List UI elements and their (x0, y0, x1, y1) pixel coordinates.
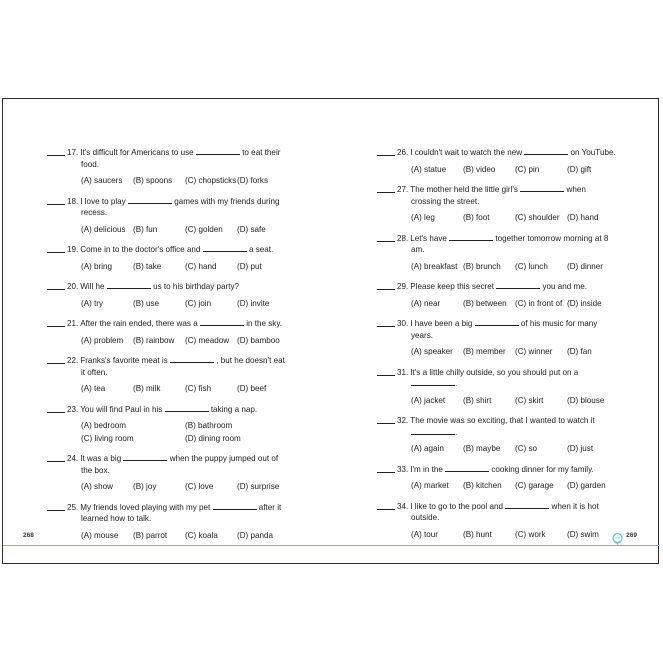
answer-option[interactable]: (C) fish (185, 384, 212, 393)
question-text-part: Come in to the doctor's office and (80, 245, 201, 254)
question-text-part: a seat. (248, 245, 274, 254)
answer-options (47, 420, 297, 444)
left-question-column (47, 147, 297, 541)
answer-option[interactable]: (C) living room (81, 433, 134, 443)
answer-option[interactable]: (D) put (237, 261, 262, 271)
question-text-part: cooking dinner for my family. (491, 464, 594, 474)
page-number-left: 268 (23, 532, 34, 539)
question-text (410, 318, 627, 330)
footer-rule-left (3, 545, 331, 546)
answer-option[interactable]: (B) member (463, 347, 506, 356)
answer-option[interactable]: (B) video (463, 164, 496, 174)
question-text-part: It's difficult for Americans to use (80, 148, 194, 157)
question-text-part: , but he doesn't eat (216, 356, 285, 365)
answer-option[interactable]: (B) shirt (463, 395, 492, 405)
question-item (377, 281, 627, 309)
question-line (377, 367, 627, 379)
answer-option[interactable]: (B) rainbow (133, 335, 175, 345)
answer-option[interactable]: (D) dinner (567, 261, 603, 271)
question-item (47, 355, 297, 395)
answer-blank[interactable] (377, 184, 395, 193)
answer-blank[interactable] (47, 502, 65, 511)
question-text-part: I love to play (80, 196, 126, 206)
answer-options (47, 224, 297, 236)
answer-option[interactable]: (C) work (515, 529, 546, 539)
question-text-part: am. (411, 245, 425, 254)
answer-blank[interactable] (377, 233, 395, 242)
question-text-part: I have been a big (410, 319, 473, 328)
question-line (47, 244, 297, 256)
answer-blank[interactable] (377, 147, 395, 156)
answer-option[interactable]: (C) chopsticks (185, 176, 237, 185)
question-text (80, 453, 297, 465)
answer-options (377, 395, 627, 407)
question-line (47, 502, 297, 514)
question-text (410, 281, 627, 293)
question-line (377, 281, 627, 293)
question-text (80, 502, 297, 514)
answer-options (47, 530, 297, 542)
answer-blank[interactable] (377, 415, 395, 424)
question-text (80, 318, 297, 330)
answer-options (377, 164, 627, 176)
question-text (80, 281, 297, 293)
answer-blank[interactable] (377, 464, 395, 473)
answer-options (377, 346, 627, 358)
question-item (377, 318, 627, 358)
question-number: 22. (67, 356, 79, 365)
question-continuation (377, 378, 627, 390)
answer-option[interactable]: (B) bathroom (185, 421, 233, 430)
answer-option[interactable]: (B) use (133, 298, 160, 308)
answer-option[interactable]: (C) pin (515, 164, 540, 174)
fill-blank (128, 196, 172, 204)
question-continuation (47, 207, 297, 219)
answer-option[interactable]: (A) again (411, 444, 444, 453)
question-item (377, 415, 627, 455)
question-text-part: Franks's favorite meat is (80, 356, 168, 365)
answer-option[interactable]: (C) shoulder (515, 213, 560, 222)
answer-blank[interactable] (377, 281, 395, 290)
question-text (410, 147, 627, 159)
question-number: 34. (397, 501, 409, 511)
question-continuation (47, 159, 297, 171)
answer-option[interactable]: (C) in front of (515, 298, 563, 308)
question-line (47, 453, 297, 465)
question-line (377, 318, 627, 330)
question-continuation (47, 465, 297, 477)
answer-option[interactable]: (B) fun (133, 224, 158, 234)
answer-option[interactable]: (C) meadow (185, 335, 230, 345)
question-text-part: us to his birthday party? (153, 282, 239, 291)
answer-option[interactable]: (A) speaker (411, 347, 453, 356)
question-text-part: . (455, 427, 458, 437)
fill-blank (203, 244, 247, 252)
answer-option[interactable]: (A) breakfast (411, 261, 458, 271)
question-text (410, 464, 627, 476)
answer-options (47, 481, 297, 493)
question-item (377, 501, 627, 541)
mascot-icon (610, 532, 625, 547)
question-text-part: to eat their (242, 148, 281, 157)
answer-option[interactable]: (D) bamboo (237, 335, 280, 345)
question-number: 28. (397, 233, 409, 243)
question-number: 23. (67, 404, 79, 414)
question-text-part: Will he (80, 282, 105, 291)
answer-options (47, 298, 297, 310)
question-text-part: in the sky. (246, 319, 283, 328)
answer-blank[interactable] (47, 147, 65, 156)
question-number: 17. (67, 148, 79, 157)
question-text-part: on YouTube. (570, 148, 616, 157)
answer-option[interactable]: (C) skirt (515, 395, 544, 405)
answer-option[interactable]: (B) take (133, 261, 162, 271)
fill-blank (165, 404, 209, 412)
answer-option[interactable]: (D) invite (237, 298, 270, 308)
question-line (377, 147, 627, 159)
answer-option[interactable]: (C) lunch (515, 261, 548, 271)
question-text (410, 233, 627, 245)
answer-option[interactable]: (B) milk (133, 384, 161, 393)
fill-blank (200, 318, 244, 326)
question-line (47, 196, 297, 208)
question-text-part: My friends loved playing with my pet (80, 502, 211, 512)
question-text-part: years. (411, 330, 434, 340)
answer-option[interactable]: (C) hand (185, 261, 217, 271)
question-line (377, 464, 627, 476)
question-number: 32. (397, 416, 409, 425)
answer-option[interactable]: (D) forks (237, 176, 269, 185)
answer-option[interactable]: (C) so (515, 444, 538, 453)
question-item (47, 318, 297, 346)
fill-blank (524, 147, 568, 155)
question-text (80, 196, 297, 208)
question-item (377, 464, 627, 492)
answer-option[interactable]: (D) surprise (237, 482, 280, 491)
fill-blank (411, 378, 458, 388)
answer-option[interactable]: (A) problem (81, 335, 124, 345)
question-line (47, 355, 297, 367)
fill-blank (196, 147, 240, 155)
answer-blank[interactable] (47, 196, 65, 205)
question-text-part: It was a big (80, 454, 122, 463)
question-text (80, 355, 297, 367)
answer-option[interactable]: (D) inside (567, 298, 602, 308)
question-item (377, 184, 627, 224)
right-question-column (377, 147, 627, 540)
answer-blank[interactable] (47, 318, 65, 327)
question-item (47, 281, 297, 309)
question-text-part: learned how to talk. (81, 514, 152, 523)
question-text-part: of his music for many (520, 319, 598, 328)
answer-option[interactable]: (A) show (81, 482, 113, 491)
answer-options (377, 529, 627, 541)
answer-option[interactable]: (D) safe (237, 224, 266, 234)
answer-option[interactable]: (D) beef (237, 384, 267, 393)
answer-option[interactable]: (D) just (567, 444, 594, 453)
question-text (80, 404, 297, 416)
answer-option[interactable]: (B) hunt (463, 529, 492, 539)
question-text-part: You will find Paul in his (80, 404, 163, 414)
question-item (47, 453, 297, 493)
answer-option[interactable]: (B) between (463, 298, 507, 308)
question-text-part: taking a nap. (210, 404, 258, 414)
answer-options (377, 443, 627, 455)
fill-blank (449, 233, 493, 241)
question-continuation (377, 196, 627, 208)
fill-blank (496, 281, 540, 289)
answer-option[interactable]: (A) tour (411, 529, 438, 539)
book-spread (2, 98, 659, 564)
question-text-part: games with my friends during (174, 196, 280, 206)
answer-option[interactable]: (C) winner (515, 347, 553, 356)
question-line (377, 233, 627, 245)
answer-option[interactable]: (C) love (185, 482, 214, 491)
answer-option[interactable]: (B) spoons (133, 176, 173, 185)
question-text-part: It's a little chilly outside, so you should put on a (410, 367, 579, 377)
answer-option[interactable]: (C) join (185, 298, 212, 308)
answer-blank[interactable] (47, 281, 65, 290)
answer-option[interactable]: (A) statue (411, 164, 447, 174)
question-item (377, 233, 627, 273)
question-text-part: when it is hot (551, 501, 599, 511)
question-line (47, 318, 297, 330)
answer-blank[interactable] (377, 367, 395, 376)
answer-option[interactable]: (A) mouse (81, 530, 119, 540)
question-continuation (377, 512, 627, 524)
question-text-part: Let's have (410, 233, 447, 243)
answer-option[interactable]: (D) blouse (567, 395, 605, 405)
answer-options (377, 298, 627, 310)
question-text-part: . (455, 379, 458, 388)
question-item (47, 196, 297, 236)
answer-option[interactable]: (A) jacket (411, 395, 446, 405)
answer-options (377, 212, 627, 224)
answer-blank[interactable] (47, 453, 65, 462)
answer-option[interactable]: (D) hand (567, 213, 599, 222)
fill-blank (123, 453, 167, 461)
question-text-part: when the puppy jumped out of (169, 454, 279, 463)
question-item (47, 502, 297, 542)
left-page (3, 99, 331, 563)
answer-option[interactable]: (B) joy (133, 482, 157, 491)
fill-blank (520, 184, 564, 192)
question-continuation (377, 244, 627, 256)
answer-option[interactable]: (A) market (411, 481, 449, 490)
fill-blank (505, 501, 549, 509)
question-text-part: crossing the street. (411, 196, 480, 206)
question-number: 33. (397, 464, 409, 474)
answer-option[interactable]: (A) bring (81, 261, 113, 271)
fill-blank (475, 318, 519, 326)
answer-option[interactable]: (B) maybe (463, 444, 501, 453)
question-text-part: food. (81, 159, 100, 169)
answer-option[interactable]: (D) dining room (185, 433, 241, 443)
question-line (47, 404, 297, 416)
answer-blank[interactable] (377, 501, 395, 510)
answer-option[interactable]: (D) garden (567, 481, 606, 490)
fill-blank (170, 355, 214, 363)
question-text-part: After the rain ended, there was a (80, 319, 198, 328)
answer-option[interactable]: (A) near (411, 298, 441, 308)
question-text-part: together tomorrow morning at 8 (495, 233, 609, 243)
answer-option[interactable]: (C) golden (185, 224, 223, 234)
question-item (47, 404, 297, 445)
question-number: 29. (397, 282, 409, 291)
question-number: 24. (67, 454, 79, 463)
answer-option[interactable]: (D) panda (237, 530, 273, 540)
question-text (80, 244, 297, 256)
question-number: 19. (67, 245, 79, 254)
question-text-part: recess. (81, 208, 108, 217)
answer-blank[interactable] (47, 404, 65, 413)
answer-option[interactable]: (D) fan (567, 347, 592, 356)
question-text-part: I couldn't wait to watch the new (410, 148, 523, 157)
answer-option[interactable]: (A) try (81, 298, 104, 308)
question-text-part: I like to go to the pool and (410, 501, 503, 511)
fill-blank (445, 464, 489, 472)
question-continuation (377, 427, 627, 439)
question-number: 21. (67, 319, 79, 328)
answer-blank[interactable] (47, 355, 65, 364)
answer-option[interactable]: (A) delicious (81, 224, 126, 234)
question-text-part: I'm in the (410, 464, 443, 474)
question-number: 18. (67, 196, 79, 206)
fill-blank (213, 502, 257, 510)
answer-option[interactable]: (A) bedroom (81, 421, 126, 430)
question-item (47, 147, 297, 187)
question-text-part: after it (258, 502, 282, 512)
answer-option[interactable]: (B) kitchen (463, 481, 502, 490)
question-line (47, 281, 297, 293)
question-text-part: The movie was so exciting, that I wanted to watch it (410, 416, 595, 425)
question-number: 20. (67, 282, 79, 291)
answer-option[interactable]: (C) garage (515, 481, 554, 490)
answer-blank[interactable] (377, 318, 395, 327)
question-text (410, 367, 627, 379)
fill-blank (411, 427, 458, 437)
question-text (410, 415, 627, 427)
question-line (377, 415, 627, 427)
question-text (80, 147, 297, 159)
answer-option[interactable]: (D) gift (567, 164, 592, 174)
answer-options (47, 175, 297, 187)
question-text-part: it often. (81, 367, 108, 377)
right-page (331, 99, 659, 563)
answer-option[interactable]: (A) leg (411, 213, 435, 222)
answer-option[interactable]: (B) foot (463, 213, 490, 222)
answer-option[interactable]: (A) saucers (81, 176, 123, 185)
answer-option[interactable]: (B) brunch (463, 261, 501, 271)
question-continuation (47, 513, 297, 525)
question-text-part: you and me. (542, 282, 587, 291)
question-line (377, 501, 627, 513)
answer-option[interactable]: (C) koala (185, 530, 218, 540)
question-number: 25. (67, 502, 79, 512)
question-text-part: The mother held the little girl's (410, 185, 518, 194)
answer-options (47, 261, 297, 273)
question-number: 31. (397, 367, 409, 377)
page-number-right: 269 (626, 532, 637, 539)
answer-options (47, 335, 297, 347)
question-item (377, 147, 627, 175)
question-text-part: the box. (81, 465, 110, 475)
answer-options (377, 261, 627, 273)
answer-blank[interactable] (47, 244, 65, 253)
question-number: 30. (397, 319, 409, 328)
question-text-part: outside. (411, 513, 440, 522)
fill-blank (107, 281, 151, 289)
question-number: 27. (397, 185, 409, 194)
question-item (377, 367, 627, 407)
question-item (47, 244, 297, 272)
answer-options (47, 383, 297, 395)
question-text-part: when (566, 185, 586, 194)
question-text (410, 501, 627, 513)
answer-option[interactable]: (D) swim (567, 529, 599, 539)
question-continuation (47, 367, 297, 379)
answer-option[interactable]: (A) tea (81, 384, 106, 393)
question-continuation (377, 330, 627, 342)
answer-option[interactable]: (B) parrot (133, 530, 168, 540)
question-line (47, 147, 297, 159)
answer-options (377, 480, 627, 492)
question-line (377, 184, 627, 196)
question-text (410, 184, 627, 196)
question-number: 26. (397, 148, 409, 157)
question-text-part: Please keep this secret (410, 282, 494, 291)
